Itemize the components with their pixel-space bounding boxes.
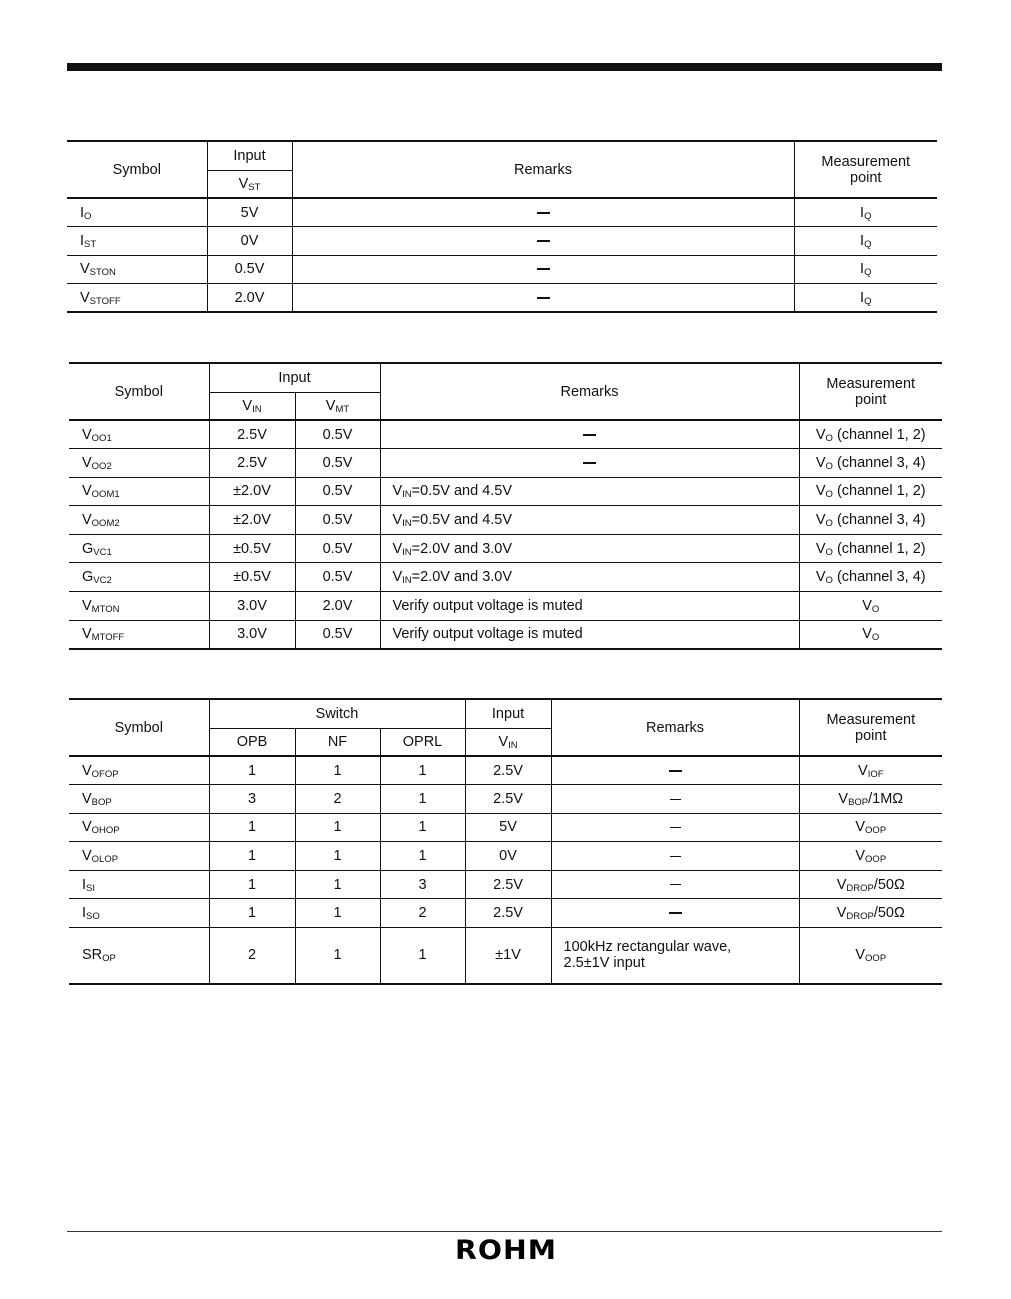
symbol-cell: $G_{VC2}$ bbox=[69, 563, 209, 592]
switch-opb-cell: 1 bbox=[209, 870, 295, 899]
remarks-cell: $V_{IN}=2.0V$ and 3.0V bbox=[380, 563, 799, 592]
remarks-cell bbox=[551, 870, 799, 899]
switch-oprl-cell: 1 bbox=[380, 813, 465, 842]
input-vmt-cell: 0.5V bbox=[295, 477, 380, 506]
input-vst-cell: 0V bbox=[207, 227, 292, 256]
remarks-cell bbox=[551, 899, 799, 928]
switch-oprl-cell: 1 bbox=[380, 756, 465, 785]
symbol-cell: $I_{ST}$ bbox=[67, 227, 207, 256]
table-row bbox=[69, 592, 942, 621]
symbol-cell: $V_{OLOP}$ bbox=[69, 842, 209, 871]
remarks-cell bbox=[551, 756, 799, 785]
measurement-cell: $V_O$ bbox=[799, 592, 942, 621]
table-row bbox=[69, 506, 942, 535]
symbol-cell: $I_{SO}$ bbox=[69, 899, 209, 928]
measurement-cell: $I_Q$ bbox=[794, 284, 937, 313]
col-vin-header: $V_{IN}$ bbox=[465, 728, 551, 756]
table-row bbox=[67, 198, 937, 227]
input-vst-cell: 5V bbox=[207, 198, 292, 227]
symbol-cell: $G_{VC1}$ bbox=[69, 534, 209, 563]
measurement-cell: $I_Q$ bbox=[794, 255, 937, 284]
measurement-cell: $I_Q$ bbox=[794, 198, 937, 227]
remarks-cell bbox=[380, 449, 799, 478]
table-row bbox=[69, 420, 942, 449]
col-oprl-header: OPRL bbox=[380, 728, 465, 756]
dash-mark bbox=[670, 856, 681, 857]
table-standby-current bbox=[67, 140, 937, 313]
table-row bbox=[67, 227, 937, 256]
symbol-cell: $V_{OO2}$ bbox=[69, 449, 209, 478]
col-symbol-header: Symbol bbox=[69, 699, 209, 756]
switch-oprl-cell: 3 bbox=[380, 870, 465, 899]
switch-nf-cell: 1 bbox=[295, 870, 380, 899]
table-row bbox=[69, 756, 942, 785]
input-vin-cell: 2.5V bbox=[209, 420, 295, 449]
input-vin-cell: 2.5V bbox=[465, 870, 551, 899]
table-row bbox=[69, 899, 942, 928]
input-vmt-cell: 0.5V bbox=[295, 563, 380, 592]
symbol-cell: $V_{OO1}$ bbox=[69, 420, 209, 449]
measurement-cell: $V_{OOP}$ bbox=[799, 842, 942, 871]
switch-opb-cell: 3 bbox=[209, 785, 295, 814]
remarks-cell bbox=[551, 813, 799, 842]
measurement-cell: $V_{IOF}$ bbox=[799, 756, 942, 785]
remarks-cell bbox=[292, 198, 794, 227]
col-input-header: Input bbox=[209, 363, 380, 392]
remarks-cell: $V_{IN}=0.5V$ and 4.5V bbox=[380, 506, 799, 535]
col-vmt-header: $V_{MT}$ bbox=[295, 392, 380, 420]
input-vin-cell: ±1V bbox=[465, 928, 551, 984]
input-vmt-cell: 0.5V bbox=[295, 449, 380, 478]
input-vin-cell: 3.0V bbox=[209, 620, 295, 649]
switch-nf-cell: 1 bbox=[295, 842, 380, 871]
header-rule bbox=[67, 63, 942, 71]
table-row bbox=[69, 870, 942, 899]
dash-mark bbox=[583, 462, 596, 464]
input-vin-cell: 2.5V bbox=[465, 899, 551, 928]
remarks-cell bbox=[292, 227, 794, 256]
dash-mark bbox=[669, 770, 682, 772]
input-vmt-cell: 0.5V bbox=[295, 534, 380, 563]
switch-opb-cell: 1 bbox=[209, 899, 295, 928]
symbol-cell: $V_{MTON}$ bbox=[69, 592, 209, 621]
remarks-cell bbox=[551, 842, 799, 871]
input-vmt-cell: 0.5V bbox=[295, 420, 380, 449]
measurement-cell: $V_{DROP}/50\Omega$ bbox=[799, 899, 942, 928]
col-symbol-header: Symbol bbox=[67, 141, 207, 198]
input-vin-cell: 0V bbox=[465, 842, 551, 871]
input-vin-cell: ±2.0V bbox=[209, 477, 295, 506]
table-row bbox=[69, 842, 942, 871]
switch-oprl-cell: 1 bbox=[380, 928, 465, 984]
input-vmt-cell: 0.5V bbox=[295, 506, 380, 535]
col-opb-header: OPB bbox=[209, 728, 295, 756]
footer-rule bbox=[67, 1231, 942, 1232]
switch-nf-cell: 1 bbox=[295, 928, 380, 984]
symbol-cell: $V_{OOM2}$ bbox=[69, 506, 209, 535]
measurement-cell: $V_O$ (channel 3, 4) bbox=[799, 563, 942, 592]
remarks-cell: Verify output voltage is muted bbox=[380, 592, 799, 621]
input-vmt-cell: 0.5V bbox=[295, 620, 380, 649]
input-vin-cell: 2.5V bbox=[465, 756, 551, 785]
col-input-header: Input bbox=[207, 141, 292, 170]
col-measurement-header: Measurement point bbox=[794, 141, 937, 198]
switch-nf-cell: 1 bbox=[295, 756, 380, 785]
col-measurement-header: Measurement point bbox=[799, 699, 942, 756]
dash-mark bbox=[583, 434, 596, 436]
table-row bbox=[69, 477, 942, 506]
switch-oprl-cell: 1 bbox=[380, 842, 465, 871]
input-vin-cell: 2.5V bbox=[465, 785, 551, 814]
symbol-cell: $I_O$ bbox=[67, 198, 207, 227]
input-vst-cell: 2.0V bbox=[207, 284, 292, 313]
table-row bbox=[67, 284, 937, 313]
symbol-cell: $V_{MTOFF}$ bbox=[69, 620, 209, 649]
input-vin-cell: ±0.5V bbox=[209, 534, 295, 563]
table-output-voltage bbox=[69, 362, 942, 650]
table-row bbox=[69, 449, 942, 478]
table-row bbox=[69, 620, 942, 649]
measurement-cell: $V_O$ (channel 1, 2) bbox=[799, 420, 942, 449]
table-op-amp bbox=[69, 698, 942, 985]
switch-opb-cell: 1 bbox=[209, 756, 295, 785]
switch-opb-cell: 1 bbox=[209, 842, 295, 871]
col-nf-header: NF bbox=[295, 728, 380, 756]
switch-opb-cell: 1 bbox=[209, 813, 295, 842]
symbol-cell: $V_{OHOP}$ bbox=[69, 813, 209, 842]
symbol-cell: $V_{STOFF}$ bbox=[67, 284, 207, 313]
dash-mark bbox=[537, 268, 550, 270]
switch-nf-cell: 1 bbox=[295, 813, 380, 842]
table-row bbox=[69, 813, 942, 842]
measurement-cell: $V_{OOP}$ bbox=[799, 813, 942, 842]
remarks-cell bbox=[292, 284, 794, 313]
measurement-cell: $V_O$ bbox=[799, 620, 942, 649]
table-row bbox=[69, 563, 942, 592]
table-row bbox=[67, 255, 937, 284]
symbol-cell: $V_{STON}$ bbox=[67, 255, 207, 284]
input-vin-cell: 5V bbox=[465, 813, 551, 842]
switch-nf-cell: 1 bbox=[295, 899, 380, 928]
col-vin-header: $V_{IN}$ bbox=[209, 392, 295, 420]
col-remarks-header: Remarks bbox=[292, 141, 794, 198]
rohm-logo: ROHM bbox=[454, 1235, 558, 1266]
symbol-cell: $V_{OOM1}$ bbox=[69, 477, 209, 506]
col-vst-header: $V_{ST}$ bbox=[207, 170, 292, 198]
measurement-cell: $V_{OOP}$ bbox=[799, 928, 942, 984]
switch-nf-cell: 2 bbox=[295, 785, 380, 814]
measurement-cell: $V_O$ (channel 3, 4) bbox=[799, 449, 942, 478]
dash-mark bbox=[537, 297, 550, 299]
measurement-cell: $V_{BOP}/1M\Omega$ bbox=[799, 785, 942, 814]
dash-mark bbox=[669, 912, 682, 914]
switch-oprl-cell: 2 bbox=[380, 899, 465, 928]
col-symbol-header: Symbol bbox=[69, 363, 209, 420]
measurement-cell: $V_{DROP}/50\Omega$ bbox=[799, 870, 942, 899]
table-row bbox=[69, 534, 942, 563]
measurement-cell: $V_O$ (channel 1, 2) bbox=[799, 477, 942, 506]
table-row bbox=[69, 785, 942, 814]
dash-mark bbox=[670, 827, 681, 828]
input-vin-cell: 2.5V bbox=[209, 449, 295, 478]
dash-mark bbox=[537, 212, 550, 214]
symbol-cell: $SR_{OP}$ bbox=[69, 928, 209, 984]
remarks-cell bbox=[380, 420, 799, 449]
remarks-cell: $V_{IN}=0.5V$ and 4.5V bbox=[380, 477, 799, 506]
remarks-cell bbox=[551, 785, 799, 814]
measurement-cell: $V_O$ (channel 3, 4) bbox=[799, 506, 942, 535]
dash-mark bbox=[670, 799, 681, 800]
symbol-cell: $V_{BOP}$ bbox=[69, 785, 209, 814]
input-vin-cell: 3.0V bbox=[209, 592, 295, 621]
remarks-cell bbox=[292, 255, 794, 284]
col-remarks-header: Remarks bbox=[551, 699, 799, 756]
col-remarks-header: Remarks bbox=[380, 363, 799, 420]
symbol-cell: $V_{OFOP}$ bbox=[69, 756, 209, 785]
remarks-cell: Verify output voltage is muted bbox=[380, 620, 799, 649]
input-vst-cell: 0.5V bbox=[207, 255, 292, 284]
input-vmt-cell: 2.0V bbox=[295, 592, 380, 621]
dash-mark bbox=[537, 240, 550, 242]
symbol-cell: $I_{SI}$ bbox=[69, 870, 209, 899]
dash-mark bbox=[670, 884, 681, 885]
col-switch-header: Switch bbox=[209, 699, 465, 728]
col-input-header: Input bbox=[465, 699, 551, 728]
remarks-cell: $V_{IN}=2.0V$ and 3.0V bbox=[380, 534, 799, 563]
col-measurement-header: Measurement point bbox=[799, 363, 942, 420]
table-row bbox=[69, 928, 942, 984]
remarks-cell: 100kHz rectangular wave, 2.5±1V input bbox=[551, 928, 799, 984]
input-vin-cell: ±2.0V bbox=[209, 506, 295, 535]
switch-opb-cell: 2 bbox=[209, 928, 295, 984]
measurement-cell: $V_O$ (channel 1, 2) bbox=[799, 534, 942, 563]
input-vin-cell: ±0.5V bbox=[209, 563, 295, 592]
switch-oprl-cell: 1 bbox=[380, 785, 465, 814]
measurement-cell: $I_Q$ bbox=[794, 227, 937, 256]
